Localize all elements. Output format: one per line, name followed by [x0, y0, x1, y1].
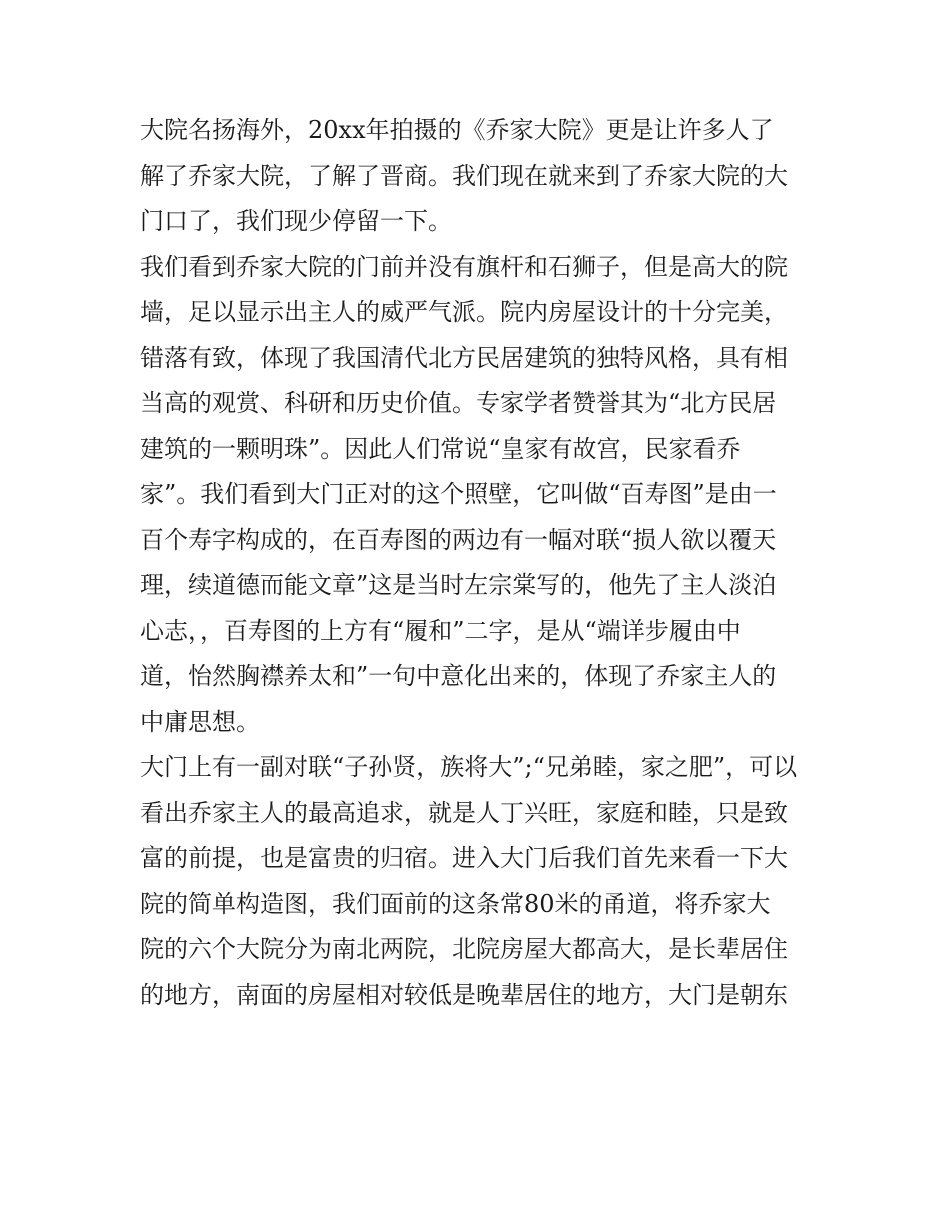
- text-line: 理，续道德而能文章”这是当时左宗棠写的，他先了主人淡泊: [140, 571, 777, 599]
- text-line: 大院名扬海外，20xx年拍摄的《乔家大院》更是让许多人了: [140, 116, 774, 144]
- text-line: 解了乔家大院，了解了晋商。我们现在就来到了乔家大院的大: [140, 161, 788, 190]
- text-line: 错落有致，体现了我国清代北方民居建筑的独特风格，具有相: [140, 343, 788, 372]
- text-line: 看出乔家主人的最高追求，就是人丁兴旺，家庭和睦，只是致: [140, 798, 788, 827]
- text-line: 道，怡然胸襟养太和”一句中意化出来的，体现了乔家主人的: [140, 662, 777, 690]
- text-line: 心志，，百寿图的上方有“履和”二字，是从“端详步履由中: [140, 616, 741, 645]
- text-line: 院的六个大院分为南北两院，北院房屋大都高大，是长辈居住: [140, 935, 788, 963]
- text-line: 院的简单构造图，我们面前的这条常80米的甬道，将乔家大: [140, 889, 771, 918]
- text-line: 的地方，南面的房屋相对较低是晚辈居住的地方，大门是朝东: [140, 980, 788, 1009]
- text-line: 墙，足以显示出主人的威严气派。院内房屋设计的十分完美，: [140, 298, 788, 326]
- text-line: 当高的观赏、科研和历史价值。专家学者赞誉其为“北方民居: [140, 389, 777, 417]
- text-line: 大门上有一副对联“子孙贤，族将大”;“兄弟睦，家之肥”，可以: [140, 753, 798, 781]
- text-line: 富的前提，也是富贵的归宿。进入大门后我们首先来看一下大: [140, 844, 788, 872]
- text-line: 门口了，我们现少停留一下。: [140, 207, 452, 235]
- text-line: 家”。我们看到大门正对的这个照壁，它叫做“百寿图”是由一: [140, 480, 777, 508]
- text-line: 我们看到乔家大院的门前并没有旗杆和石狮子，但是高大的院: [140, 252, 788, 281]
- text-line: 建筑的一颗明珠”。因此人们常说“皇家有故宫，民家看乔: [140, 434, 741, 463]
- text-line: 百个寿字构成的，在百寿图的两边有一幅对联“损人欲以覆天: [140, 525, 777, 554]
- body-text: [140, 108, 820, 1018]
- text-line: 中庸思想。: [140, 707, 260, 736]
